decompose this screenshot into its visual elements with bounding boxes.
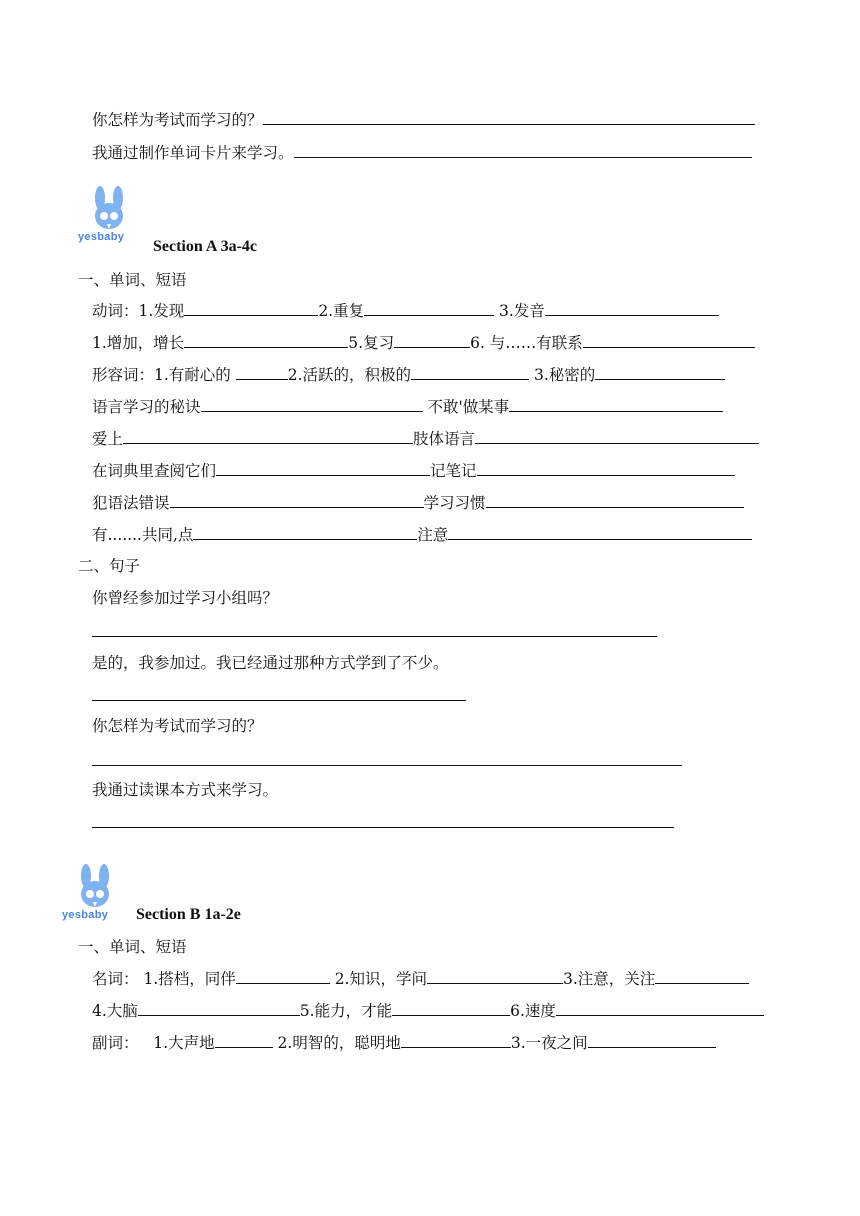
phrase: 犯语法错误 <box>92 494 170 512</box>
phrase: 在词典里查阅它们 <box>92 462 217 480</box>
part-heading: 一、单词、短语 <box>78 938 187 956</box>
nouns-row-2 <box>92 1001 764 1021</box>
part-heading: 二、句子 <box>78 557 141 575</box>
item: 4.大脑 <box>92 1002 138 1020</box>
row-label: 形容词： <box>92 366 155 384</box>
verbs-row-2 <box>92 333 755 353</box>
item: 3.一夜之间 <box>510 1034 588 1052</box>
item: 3.发音 <box>499 302 545 320</box>
part-heading: 一、单词、短语 <box>78 271 187 289</box>
answer-blank[interactable] <box>401 1033 511 1048</box>
question-line <box>92 143 752 163</box>
item: 3.秘密的 <box>533 366 596 384</box>
bunny-icon <box>78 186 148 232</box>
answer-line[interactable] <box>92 827 674 828</box>
phrase: 爱上 <box>92 430 124 448</box>
answer-blank[interactable] <box>184 301 318 316</box>
answer-blank[interactable] <box>477 461 735 476</box>
answer-blank[interactable] <box>486 493 744 508</box>
phrase: 记笔记 <box>430 462 477 480</box>
verbs-row <box>92 301 719 321</box>
item: 3.注意，关注 <box>562 970 656 988</box>
answer-line[interactable] <box>92 636 657 637</box>
item: 2.明智的，聪明地 <box>277 1034 401 1052</box>
answer-blank[interactable] <box>193 525 417 540</box>
answer-line[interactable] <box>92 765 682 766</box>
answer-blank[interactable] <box>556 1001 764 1016</box>
answer-blank[interactable] <box>411 365 529 380</box>
item: 1.大声地 <box>153 1034 215 1052</box>
sentence-prompt: 我通过读课本方式来学习。 <box>92 781 279 799</box>
item: 1.增加，增长 <box>92 334 185 352</box>
row-label: 名词： <box>92 970 139 988</box>
nouns-row <box>92 969 749 989</box>
answer-blank[interactable] <box>588 1033 716 1048</box>
item: 2.知识，学问 <box>334 970 427 988</box>
item: 1.有耐心的 <box>154 366 231 384</box>
item: 5.能力，才能 <box>299 1002 393 1020</box>
yesbaby-logo <box>62 864 134 924</box>
sentence-prompt: 你曾经参加过学习小组吗？ <box>92 589 279 607</box>
bunny-icon <box>62 864 134 910</box>
phrase: 有.......共同,点 <box>92 526 194 544</box>
answer-line[interactable] <box>92 700 466 701</box>
answer-blank[interactable] <box>215 1033 273 1048</box>
phrase: 肢体语言 <box>413 430 476 448</box>
answer-blank[interactable] <box>509 397 723 412</box>
answer-blank[interactable] <box>595 365 725 380</box>
answer-blank[interactable] <box>184 333 348 348</box>
row-label: 副词： <box>92 1034 139 1052</box>
answer-blank[interactable] <box>475 429 759 444</box>
section-title: Section B 1a-2e <box>136 906 241 923</box>
phrase-row <box>92 429 759 449</box>
question-line <box>92 110 755 130</box>
answer-blank[interactable] <box>545 301 719 316</box>
answer-blank[interactable] <box>138 1001 300 1016</box>
phrase-row <box>92 525 752 545</box>
answer-blank[interactable] <box>294 143 752 158</box>
answer-blank[interactable] <box>392 1001 510 1016</box>
answer-blank[interactable] <box>583 333 755 348</box>
question-text: 你怎样为考试而学习的？ <box>92 111 263 129</box>
item: 6. 与……有联系 <box>470 334 583 352</box>
adverbs-row <box>92 1033 716 1053</box>
phrase: 不敢'做某事 <box>427 398 510 416</box>
answer-blank[interactable] <box>364 301 494 316</box>
question-text: 我通过制作单词卡片来学习。 <box>92 144 294 162</box>
phrase-row <box>92 397 723 417</box>
answer-blank[interactable] <box>655 969 749 984</box>
logo-text: yesbaby <box>78 231 125 243</box>
phrase: 语言学习的秘诀 <box>92 398 201 416</box>
item: 1.搭档，同伴 <box>143 970 236 988</box>
row-label: 动词： <box>92 302 139 320</box>
sentence-prompt: 是的，我参加过。我已经通过那种方式学到了不少。 <box>92 654 449 672</box>
adjectives-row <box>92 365 725 385</box>
section-title: Section A 3a-4c <box>153 238 257 255</box>
item: 2.重复 <box>318 302 365 320</box>
item: 6.速度 <box>510 1002 556 1020</box>
answer-blank[interactable] <box>236 969 330 984</box>
logo-text: yesbaby <box>62 909 109 921</box>
answer-blank[interactable] <box>263 110 755 125</box>
sentence-prompt: 你怎样为考试而学习的？ <box>92 717 263 735</box>
answer-blank[interactable] <box>170 493 424 508</box>
phrase-row <box>92 461 735 481</box>
phrase: 注意 <box>417 526 449 544</box>
answer-blank[interactable] <box>394 333 470 348</box>
answer-blank[interactable] <box>427 969 563 984</box>
answer-blank[interactable] <box>236 365 288 380</box>
answer-blank[interactable] <box>201 397 423 412</box>
item: 5.复习 <box>348 334 395 352</box>
yesbaby-logo <box>78 186 148 246</box>
answer-blank[interactable] <box>123 429 413 444</box>
answer-blank[interactable] <box>216 461 430 476</box>
phrase: 学习习惯 <box>423 494 486 512</box>
item: 2.活跃的，积极的 <box>287 366 412 384</box>
item: 1.发现 <box>138 302 185 320</box>
phrase-row <box>92 493 744 513</box>
answer-blank[interactable] <box>448 525 752 540</box>
